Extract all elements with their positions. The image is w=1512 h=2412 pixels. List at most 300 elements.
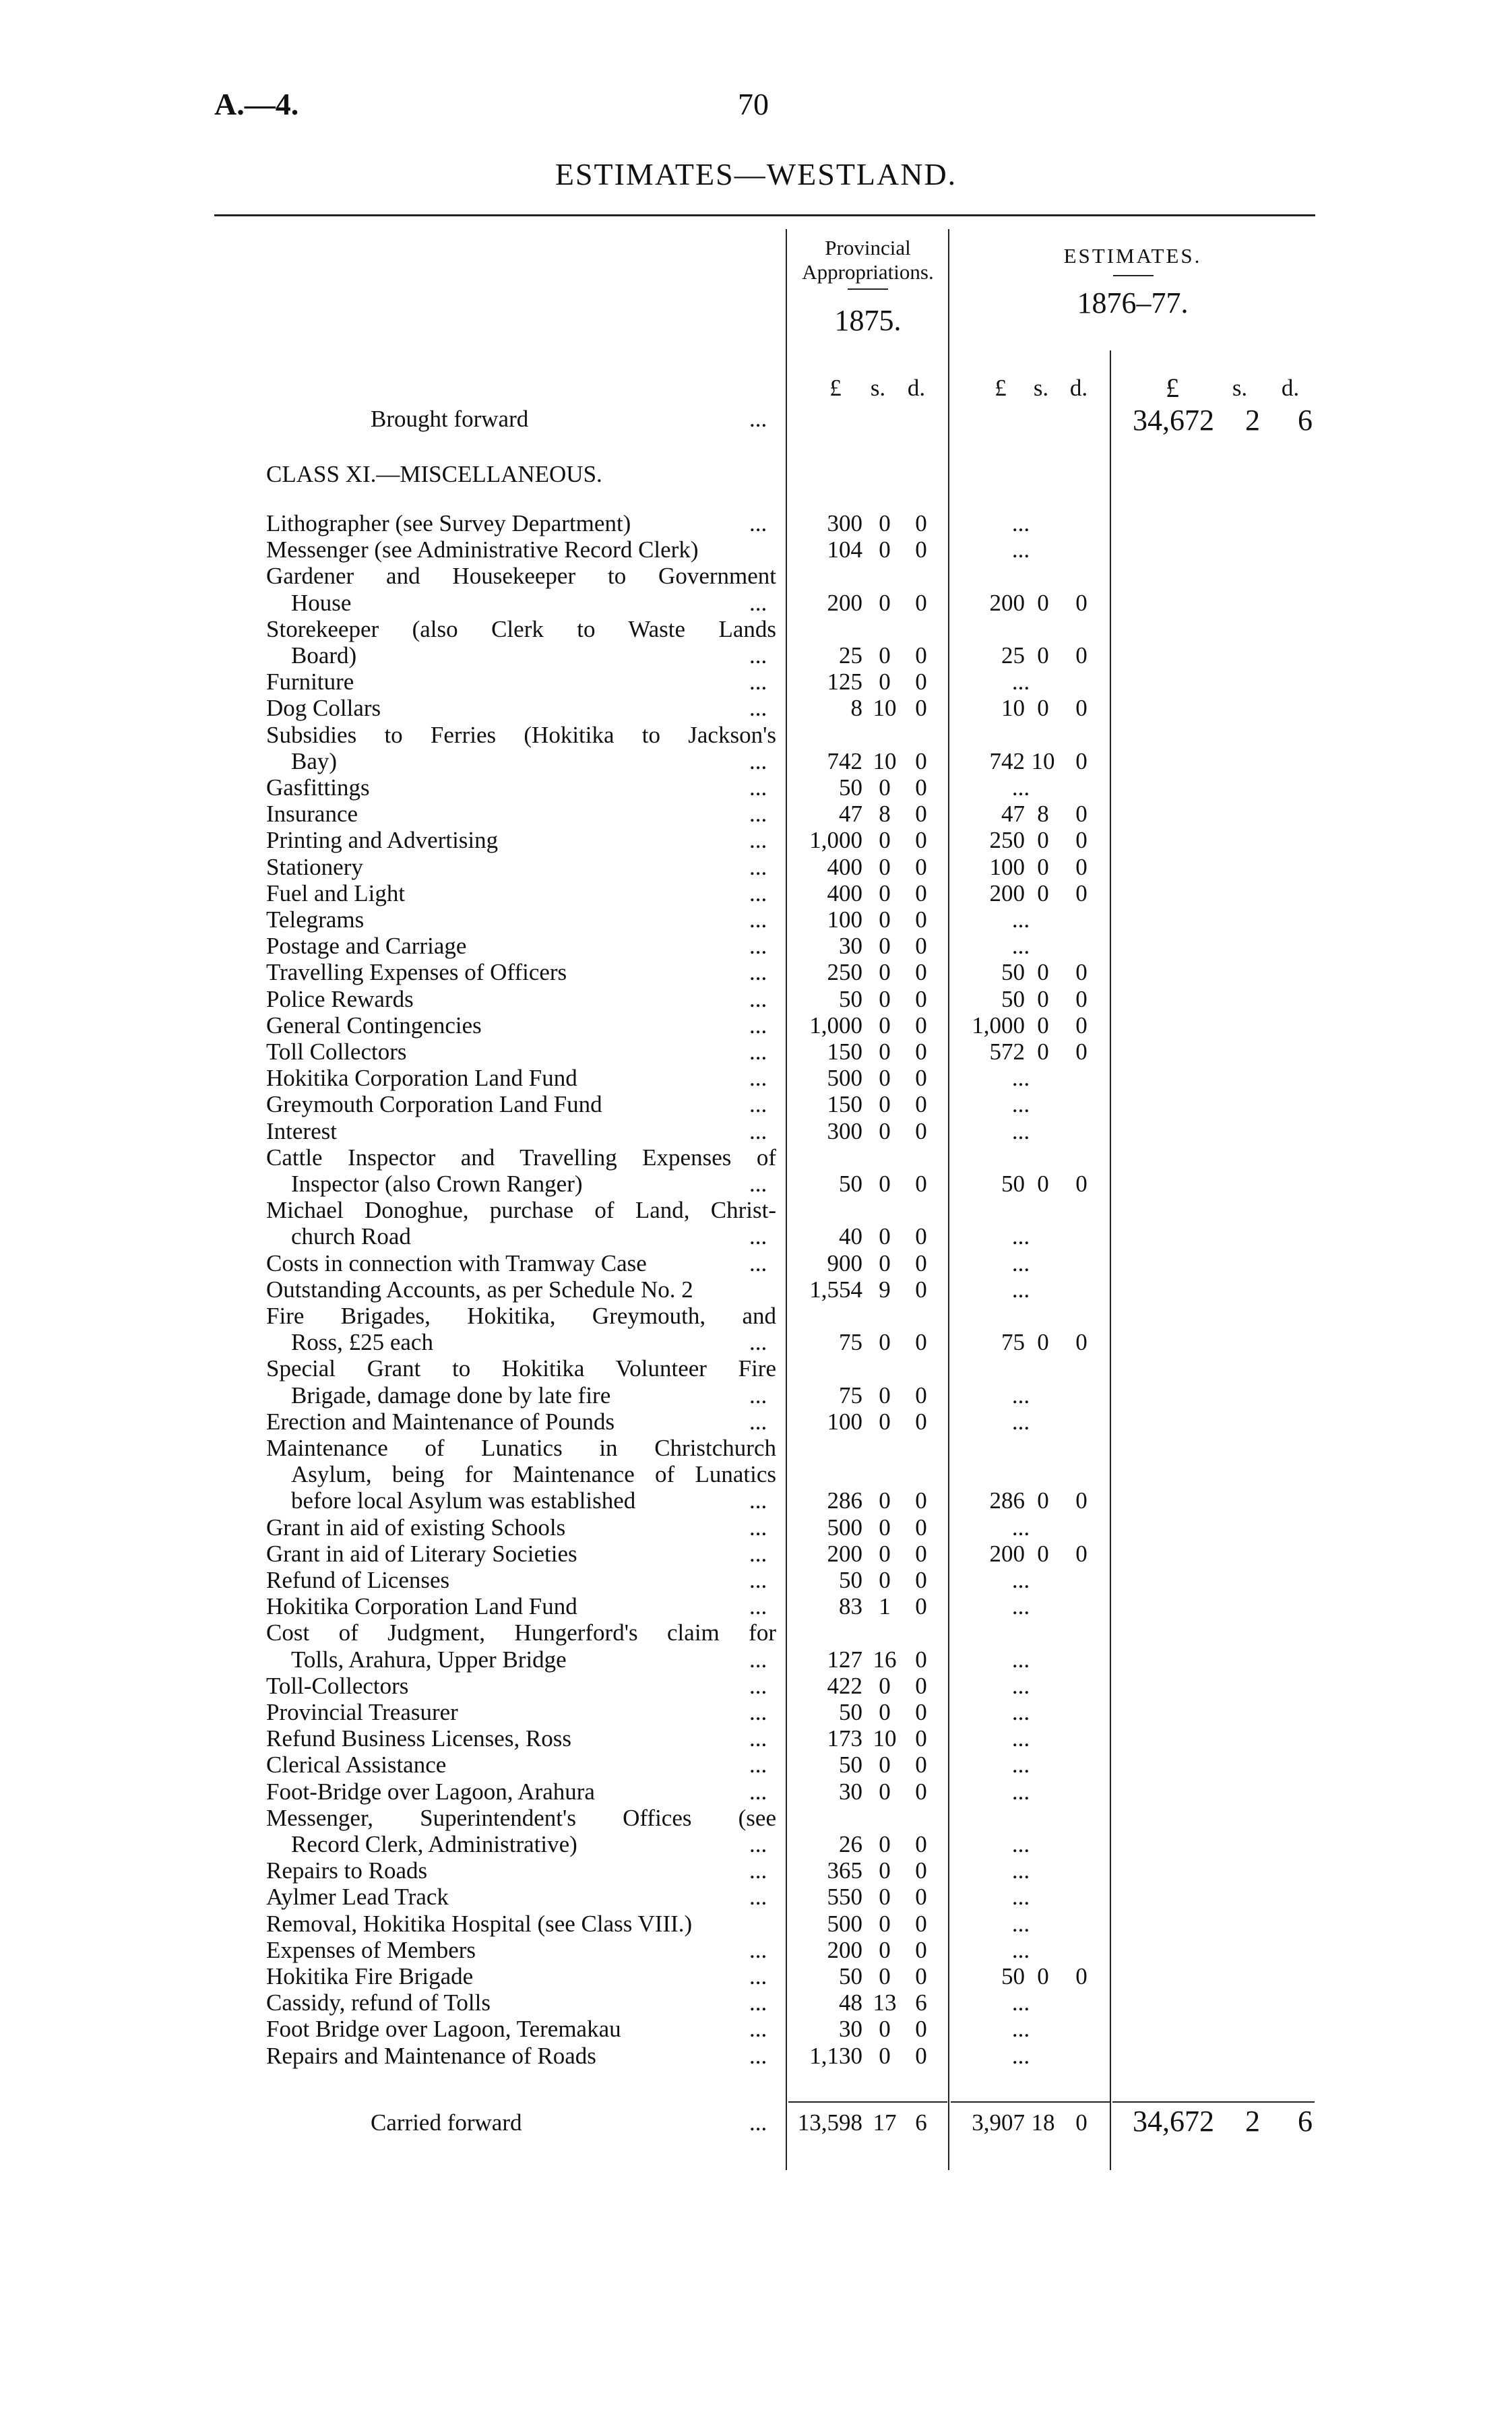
row-label: Board) xyxy=(291,642,357,669)
provincial-shillings: 0 xyxy=(879,1963,891,1989)
row-label: Police Rewards xyxy=(266,985,414,1012)
page-number: 70 xyxy=(738,87,769,121)
provincial-pence: 0 xyxy=(915,1329,927,1356)
carried-forward-label: Carried forward xyxy=(371,2109,522,2136)
row-label: Gardener and Housekeeper to Government xyxy=(266,563,776,590)
leader-dots: ... xyxy=(749,1249,767,1276)
estimate-pence: 0 xyxy=(1075,985,1088,1012)
estimate-pence: 0 xyxy=(1075,827,1088,854)
estimate-shillings: 0 xyxy=(1037,1329,1049,1356)
provincial-pence: 0 xyxy=(915,1963,927,1989)
carried-forward-total-pence: 6 xyxy=(1298,2105,1313,2138)
estimate-pounds: ... xyxy=(1011,1646,1030,1673)
leader-dots: ... xyxy=(749,1171,767,1197)
estimate-pounds: 47 xyxy=(1001,801,1025,828)
provincial-pounds: 100 xyxy=(827,906,862,933)
provincial-pounds: 1,000 xyxy=(809,827,862,854)
provincial-pounds: 127 xyxy=(827,1646,862,1673)
estimate-shillings: 0 xyxy=(1037,827,1049,854)
provincial-pence: 0 xyxy=(915,1672,927,1699)
provincial-pounds: 742 xyxy=(827,747,862,774)
provincial-pence: 0 xyxy=(915,985,927,1012)
leader-dots: ... xyxy=(749,669,767,695)
estimate-pounds: ... xyxy=(1011,1567,1030,1593)
estimate-pounds: 286 xyxy=(989,1487,1025,1514)
provincial-shillings: 0 xyxy=(879,1699,891,1725)
provincial-pence: 0 xyxy=(915,642,927,669)
estimate-pounds: ... xyxy=(1011,1936,1030,1963)
row-label: Toll-Collectors xyxy=(266,1672,409,1699)
provincial-pounds: 48 xyxy=(839,1989,862,2016)
estimate-pounds: ... xyxy=(1011,1382,1030,1409)
carried-forward-provincial-pounds: 13,598 xyxy=(797,2109,862,2136)
leader-dots: ... xyxy=(749,1646,767,1673)
provincial-pence: 0 xyxy=(915,1857,927,1884)
estimate-pence: 0 xyxy=(1075,853,1088,880)
unit-shillings-total: s. xyxy=(1232,375,1248,401)
leader-dots: ... xyxy=(749,1989,767,2016)
provincial-shillings: 0 xyxy=(879,985,891,1012)
estimate-pence: 0 xyxy=(1075,801,1088,828)
provincial-pounds: 8 xyxy=(850,695,862,722)
estimate-pence: 0 xyxy=(1075,1963,1088,1989)
estimate-pounds: ... xyxy=(1011,1223,1030,1250)
estimate-pence: 0 xyxy=(1075,747,1088,774)
provincial-pounds: 365 xyxy=(827,1857,862,1884)
row-label: Hokitika Fire Brigade xyxy=(266,1963,474,1989)
provincial-pounds: 400 xyxy=(827,853,862,880)
row-label: Aylmer Lead Track xyxy=(266,1884,449,1911)
unit-shillings-estimates: s. xyxy=(1033,375,1049,401)
estimates-year: 1876–77. xyxy=(1077,286,1189,319)
provincial-pounds: 40 xyxy=(839,1223,862,1250)
provincial-heading-line2: Appropriations. xyxy=(802,260,934,284)
class-heading: CLASS XI.—MISCELLANEOUS. xyxy=(266,461,602,487)
estimate-pounds: ... xyxy=(1011,933,1030,960)
brought-forward-pence: 6 xyxy=(1298,404,1313,437)
totals-rule-estimates xyxy=(951,2101,1110,2103)
brought-forward-dots: ... xyxy=(749,406,767,432)
provincial-shillings: 0 xyxy=(879,1223,891,1250)
column-divider-3 xyxy=(1110,350,1111,2170)
row-label: Repairs to Roads xyxy=(266,1857,428,1884)
leader-dots: ... xyxy=(749,801,767,828)
provincial-shillings: 0 xyxy=(879,933,891,960)
estimate-shillings: 0 xyxy=(1037,1039,1049,1065)
estimate-pence: 0 xyxy=(1075,695,1088,722)
estimate-pounds: ... xyxy=(1011,1857,1030,1884)
carried-forward-provincial-pence: 6 xyxy=(915,2109,927,2136)
leader-dots: ... xyxy=(749,2016,767,2043)
estimate-pounds: ... xyxy=(1011,510,1030,536)
provincial-pence: 0 xyxy=(915,1276,927,1303)
row-label: Cost of Judgment, Hungerford's claim for xyxy=(266,1619,776,1646)
estimate-pounds: ... xyxy=(1011,1276,1030,1303)
provincial-pence: 0 xyxy=(915,1514,927,1541)
leader-dots: ... xyxy=(749,1382,767,1409)
provincial-pence: 0 xyxy=(915,933,927,960)
provincial-pounds: 50 xyxy=(839,1963,862,1989)
estimate-pence: 0 xyxy=(1075,959,1088,986)
estimate-pounds: ... xyxy=(1011,2042,1030,2069)
provincial-shillings: 0 xyxy=(879,906,891,933)
leader-dots: ... xyxy=(749,1725,767,1752)
leader-dots: ... xyxy=(749,1752,767,1779)
row-label: House xyxy=(291,589,352,616)
page-title: ESTIMATES—WESTLAND. xyxy=(555,157,957,191)
row-label: Tolls, Arahura, Upper Bridge xyxy=(291,1646,567,1673)
provincial-pounds: 50 xyxy=(839,1171,862,1197)
estimate-pounds: ... xyxy=(1011,1699,1030,1725)
estimate-shillings: 0 xyxy=(1037,695,1049,722)
row-label: Erection and Maintenance of Pounds xyxy=(266,1408,615,1435)
provincial-pounds: 150 xyxy=(827,1091,862,1118)
leader-dots: ... xyxy=(749,879,767,906)
row-label: General Contingencies xyxy=(266,1012,482,1039)
provincial-pence: 0 xyxy=(915,827,927,854)
provincial-shillings: 0 xyxy=(879,1117,891,1144)
row-label: Messenger (see Administrative Record Clerk) xyxy=(266,536,699,563)
provincial-shillings: 0 xyxy=(879,1329,891,1356)
provincial-pounds: 500 xyxy=(827,1514,862,1541)
unit-shillings-provincial: s. xyxy=(870,375,886,401)
row-label: Removal, Hokitika Hospital (see Class VIII.) xyxy=(266,1910,693,1937)
estimate-pence: 0 xyxy=(1075,1012,1088,1039)
provincial-shillings: 0 xyxy=(879,1831,891,1857)
estimate-pence: 0 xyxy=(1075,879,1088,906)
provincial-pounds: 900 xyxy=(827,1249,862,1276)
row-label: Ross, £25 each xyxy=(291,1329,433,1356)
estimate-shillings: 10 xyxy=(1031,747,1055,774)
leader-dots: ... xyxy=(749,1831,767,1857)
provincial-pounds: 550 xyxy=(827,1884,862,1911)
provincial-pence: 0 xyxy=(915,1117,927,1144)
provincial-pounds: 30 xyxy=(839,933,862,960)
estimate-shillings: 0 xyxy=(1037,959,1049,986)
provincial-pence: 0 xyxy=(915,536,927,563)
unit-pounds-provincial: £ xyxy=(829,375,842,401)
leader-dots: ... xyxy=(749,774,767,801)
estimate-shillings: 0 xyxy=(1037,642,1049,669)
row-label: Brigade, damage done by late fire xyxy=(291,1382,611,1409)
leader-dots: ... xyxy=(749,642,767,669)
provincial-pence: 0 xyxy=(915,510,927,536)
estimate-pence: 0 xyxy=(1075,1039,1088,1065)
provincial-shillings: 0 xyxy=(879,669,891,695)
provincial-pounds: 150 xyxy=(827,1039,862,1065)
estimate-pounds: ... xyxy=(1011,1249,1030,1276)
leader-dots: ... xyxy=(749,1778,767,1805)
provincial-pounds: 125 xyxy=(827,669,862,695)
estimate-pounds: ... xyxy=(1011,1514,1030,1541)
row-label: Stationery xyxy=(266,853,363,880)
provincial-pounds: 75 xyxy=(839,1382,862,1409)
header-rule xyxy=(214,214,1315,216)
row-label: Lithographer (see Survey Department) xyxy=(266,510,631,536)
provincial-shillings: 0 xyxy=(879,510,891,536)
estimate-pounds: 250 xyxy=(989,827,1025,854)
leader-dots: ... xyxy=(749,1514,767,1541)
provincial-shillings: 0 xyxy=(879,642,891,669)
provincial-pence: 0 xyxy=(915,879,927,906)
provincial-shillings: 0 xyxy=(879,1487,891,1514)
estimate-shillings: 0 xyxy=(1037,1963,1049,1989)
estimate-pence: 0 xyxy=(1075,642,1088,669)
carried-forward-estimates-pounds: 3,907 xyxy=(972,2109,1025,2136)
row-label: Greymouth Corporation Land Fund xyxy=(266,1091,602,1118)
estimate-pounds: 1,000 xyxy=(972,1012,1025,1039)
estimate-pence: 0 xyxy=(1075,1171,1088,1197)
provincial-shillings: 0 xyxy=(879,1540,891,1567)
provincial-pence: 6 xyxy=(915,1989,927,2016)
estimate-pounds: ... xyxy=(1011,1593,1030,1620)
estimate-pounds: ... xyxy=(1011,536,1030,563)
provincial-shillings: 0 xyxy=(879,1884,891,1911)
provincial-shillings: 0 xyxy=(879,1778,891,1805)
row-label: Inspector (also Crown Ranger) xyxy=(291,1171,583,1197)
provincial-pence: 0 xyxy=(915,774,927,801)
provincial-shillings: 0 xyxy=(879,1408,891,1435)
provincial-pence: 0 xyxy=(915,1593,927,1620)
provincial-shillings: 0 xyxy=(879,1857,891,1884)
provincial-pence: 0 xyxy=(915,589,927,616)
provincial-pence: 0 xyxy=(915,1540,927,1567)
estimate-pence: 0 xyxy=(1075,589,1088,616)
estimate-shillings: 0 xyxy=(1037,853,1049,880)
provincial-pence: 0 xyxy=(915,1567,927,1593)
provincial-shillings: 0 xyxy=(879,589,891,616)
provincial-shillings: 8 xyxy=(879,801,891,828)
leader-dots: ... xyxy=(749,827,767,854)
row-label: Grant in aid of Literary Societies xyxy=(266,1540,577,1567)
totals-rule-total xyxy=(1112,2101,1315,2103)
leader-dots: ... xyxy=(749,1884,767,1911)
estimate-shillings: 0 xyxy=(1037,1171,1049,1197)
row-label: Travelling Expenses of Officers xyxy=(266,959,567,986)
provincial-pounds: 300 xyxy=(827,1117,862,1144)
estimate-pounds: ... xyxy=(1011,669,1030,695)
provincial-shillings: 0 xyxy=(879,1249,891,1276)
column-divider-2 xyxy=(948,229,949,2170)
row-label: Costs in connection with Tramway Case xyxy=(266,1249,647,1276)
estimate-shillings: 0 xyxy=(1037,879,1049,906)
provincial-pounds: 250 xyxy=(827,959,862,986)
row-label: Grant in aid of existing Schools xyxy=(266,1514,566,1541)
row-label: Fire Brigades, Hokitika, Greymouth, and xyxy=(266,1303,776,1329)
provincial-pounds: 500 xyxy=(827,1065,862,1092)
carried-forward-total-shillings: 2 xyxy=(1245,2105,1260,2138)
estimate-pounds: 25 xyxy=(1001,642,1025,669)
row-label: Printing and Advertising xyxy=(266,827,499,854)
row-label: Provincial Treasurer xyxy=(266,1699,458,1725)
estimate-pence: 0 xyxy=(1075,1540,1088,1567)
estimate-pounds: ... xyxy=(1011,1910,1030,1937)
row-label: Refund Business Licenses, Ross xyxy=(266,1725,572,1752)
leader-dots: ... xyxy=(749,1329,767,1356)
leader-dots: ... xyxy=(749,1857,767,1884)
carried-forward-provincial-shillings: 17 xyxy=(873,2109,897,2136)
row-label: Refund of Licenses xyxy=(266,1567,450,1593)
provincial-shillings: 0 xyxy=(879,1752,891,1779)
provincial-pence: 0 xyxy=(915,1646,927,1673)
provincial-shillings: 9 xyxy=(879,1276,891,1303)
estimate-pounds: 75 xyxy=(1001,1329,1025,1356)
estimate-shillings: 0 xyxy=(1037,1540,1049,1567)
provincial-pence: 0 xyxy=(915,1223,927,1250)
estimate-pounds: ... xyxy=(1011,1752,1030,1779)
leader-dots: ... xyxy=(749,1540,767,1567)
provincial-shillings: 0 xyxy=(879,1514,891,1541)
document-reference: A.—4. xyxy=(214,87,299,121)
provincial-pence: 0 xyxy=(915,1778,927,1805)
estimate-shillings: 0 xyxy=(1037,589,1049,616)
provincial-shillings: 0 xyxy=(879,2042,891,2069)
carried-forward-total-pounds: 34,672 xyxy=(1133,2105,1214,2138)
provincial-pence: 0 xyxy=(915,1831,927,1857)
leader-dots: ... xyxy=(749,1699,767,1725)
estimate-pounds: ... xyxy=(1011,774,1030,801)
leader-dots: ... xyxy=(749,1117,767,1144)
leader-dots: ... xyxy=(749,1487,767,1514)
brought-forward-shillings: 2 xyxy=(1245,404,1260,437)
provincial-pounds: 26 xyxy=(839,1831,862,1857)
estimate-pounds: ... xyxy=(1011,1408,1030,1435)
totals-rule-provincial xyxy=(788,2101,947,2103)
row-label: Bay) xyxy=(291,747,338,774)
row-label: Cassidy, refund of Tolls xyxy=(266,1989,491,2016)
unit-pence-estimates: d. xyxy=(1069,375,1088,401)
column-divider-1 xyxy=(786,229,787,2170)
provincial-pence: 0 xyxy=(915,1752,927,1779)
provincial-pounds: 400 xyxy=(827,879,862,906)
leader-dots: ... xyxy=(749,2042,767,2069)
provincial-shillings: 0 xyxy=(879,1567,891,1593)
row-label: Furniture xyxy=(266,669,354,695)
row-label: church Road xyxy=(291,1223,411,1250)
provincial-pounds: 1,554 xyxy=(809,1276,862,1303)
row-label: Dog Collars xyxy=(266,695,381,722)
provincial-pence: 0 xyxy=(915,1065,927,1092)
provincial-pence: 0 xyxy=(915,1039,927,1065)
estimate-pounds: 50 xyxy=(1001,985,1025,1012)
provincial-pounds: 104 xyxy=(827,536,862,563)
provincial-pence: 0 xyxy=(915,1091,927,1118)
provincial-pounds: 83 xyxy=(839,1593,862,1620)
provincial-pounds: 75 xyxy=(839,1329,862,1356)
row-label: Foot-Bridge over Lagoon, Arahura xyxy=(266,1778,595,1805)
leader-dots: ... xyxy=(749,959,767,986)
provincial-pounds: 50 xyxy=(839,1567,862,1593)
carried-forward-estimates-pence: 0 xyxy=(1075,2109,1088,2136)
provincial-shillings: 16 xyxy=(873,1646,897,1673)
provincial-pence: 0 xyxy=(915,1012,927,1039)
leader-dots: ... xyxy=(749,1039,767,1065)
provincial-pence: 0 xyxy=(915,1408,927,1435)
estimate-shillings: 0 xyxy=(1037,1012,1049,1039)
provincial-pounds: 1,000 xyxy=(809,1012,862,1039)
provincial-pence: 0 xyxy=(915,2042,927,2069)
leader-dots: ... xyxy=(749,1593,767,1620)
provincial-pounds: 1,130 xyxy=(809,2042,862,2069)
estimate-pounds: 200 xyxy=(989,1540,1025,1567)
provincial-pounds: 50 xyxy=(839,1699,862,1725)
estimate-pounds: ... xyxy=(1011,1091,1030,1118)
provincial-pence: 0 xyxy=(915,853,927,880)
provincial-pounds: 173 xyxy=(827,1725,862,1752)
provincial-shillings: 0 xyxy=(879,1012,891,1039)
estimate-pounds: 200 xyxy=(989,879,1025,906)
leader-dots: ... xyxy=(749,695,767,722)
row-label: before local Asylum was established xyxy=(291,1487,636,1514)
provincial-shillings: 0 xyxy=(879,536,891,563)
provincial-pence: 0 xyxy=(915,906,927,933)
estimate-shillings: 0 xyxy=(1037,985,1049,1012)
row-label: Insurance xyxy=(266,801,358,828)
provincial-shillings: 0 xyxy=(879,879,891,906)
leader-dots: ... xyxy=(749,1672,767,1699)
provincial-pence: 0 xyxy=(915,1487,927,1514)
unit-pounds-total: £ xyxy=(1166,373,1179,403)
leader-dots: ... xyxy=(749,1936,767,1963)
provincial-heading-line1: Provincial xyxy=(825,236,911,259)
provincial-pence: 0 xyxy=(915,801,927,828)
estimate-pounds: 572 xyxy=(989,1039,1025,1065)
estimate-pounds: ... xyxy=(1011,1778,1030,1805)
provincial-pence: 0 xyxy=(915,1249,927,1276)
row-label: Clerical Assistance xyxy=(266,1752,447,1779)
unit-pence-provincial: d. xyxy=(907,375,926,401)
estimate-shillings: 0 xyxy=(1037,1487,1049,1514)
row-label: Michael Donoghue, purchase of Land, Christ- xyxy=(266,1197,776,1224)
row-label: Interest xyxy=(266,1117,337,1144)
row-label: Repairs and Maintenance of Roads xyxy=(266,2042,596,2069)
estimate-pence: 0 xyxy=(1075,1329,1088,1356)
provincial-shillings: 10 xyxy=(873,695,897,722)
row-label: Gasfittings xyxy=(266,774,370,801)
row-label: Outstanding Accounts, as per Schedule No. 2 xyxy=(266,1276,693,1303)
leader-dots: ... xyxy=(749,1012,767,1039)
provincial-pence: 0 xyxy=(915,1382,927,1409)
estimate-shillings: 8 xyxy=(1037,801,1049,828)
provincial-shillings: 10 xyxy=(873,747,897,774)
provincial-pence: 0 xyxy=(915,669,927,695)
unit-pence-total: d. xyxy=(1281,375,1300,401)
provincial-shillings: 0 xyxy=(879,1091,891,1118)
row-label: Maintenance of Lunatics in Christchurch xyxy=(266,1435,776,1461)
leader-dots: ... xyxy=(749,747,767,774)
leader-dots: ... xyxy=(749,510,767,536)
estimate-pounds: ... xyxy=(1011,2016,1030,2043)
provincial-shillings: 0 xyxy=(879,1065,891,1092)
estimate-pounds: 100 xyxy=(989,853,1025,880)
provincial-heading-underline xyxy=(848,288,888,290)
provincial-shillings: 0 xyxy=(879,1910,891,1937)
provincial-shillings: 0 xyxy=(879,1171,891,1197)
provincial-pence: 0 xyxy=(915,1936,927,1963)
row-label: Hokitika Corporation Land Fund xyxy=(266,1065,577,1092)
estimates-heading-underline xyxy=(1113,275,1154,276)
estimate-pounds: ... xyxy=(1011,1065,1030,1092)
provincial-pounds: 100 xyxy=(827,1408,862,1435)
provincial-pence: 0 xyxy=(915,747,927,774)
leader-dots: ... xyxy=(749,853,767,880)
estimate-pounds: 200 xyxy=(989,589,1025,616)
provincial-shillings: 10 xyxy=(873,1725,897,1752)
provincial-pounds: 200 xyxy=(827,1540,862,1567)
provincial-pence: 0 xyxy=(915,1725,927,1752)
provincial-shillings: 0 xyxy=(879,1039,891,1065)
provincial-pence: 0 xyxy=(915,1171,927,1197)
